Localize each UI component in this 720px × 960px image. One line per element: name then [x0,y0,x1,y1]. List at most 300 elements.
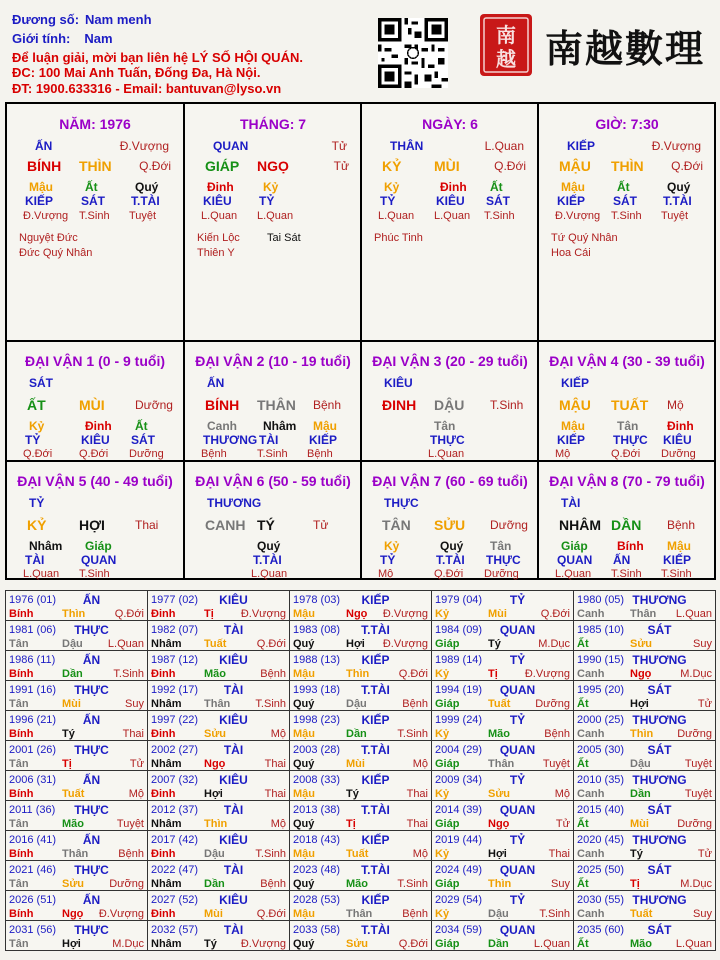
year-god: QUAN [499,682,536,697]
hidden-stem: Nhâm [29,539,63,553]
year-stage: Bệnh [260,877,286,890]
year-cell[interactable] [6,891,148,921]
year-branch: Dần [488,937,509,950]
year-cell[interactable] [432,771,574,801]
year-cell[interactable] [148,651,290,681]
year-label: 1990 (15) [577,653,625,666]
year-stage: Thai [406,787,428,800]
year-stage: Bệnh [260,667,286,680]
year-god: T.TÀI [361,682,390,697]
year-branch: Thìn [630,727,654,740]
year-cell[interactable] [432,891,574,921]
year-god: TỶ [509,832,526,847]
hidden-stem-god: TÀI [25,553,45,567]
year-stage: Mộ [412,757,428,770]
hidden-stem: Kỷ [384,539,400,553]
hidden-stem-god: TÀI [259,433,279,447]
year-god: THỰC [74,802,109,817]
year-cell[interactable] [574,711,716,741]
hidden-stem-god: KIÊU [436,194,465,208]
year-stage: Q.Đới [256,637,286,650]
year-stage: M.Dục [680,667,712,680]
pillar-title: THÁNG: 7 [239,116,307,132]
special-star: Kiến Lộc [197,232,240,244]
hidden-stem-stage: Tuyệt [661,210,689,222]
hidden-stem-god: KIẾP [557,433,586,447]
hidden-stem: Quý [667,180,691,194]
year-branch: Thìn [346,667,370,680]
hidden-stem: Kỷ [384,180,400,194]
hidden-stem-god: THƯƠNG [203,433,258,447]
table-row [6,651,716,681]
year-stem: Đinh [151,727,176,740]
hidden-stem-god: TỶ [380,194,396,208]
year-cell[interactable] [290,891,432,921]
year-label: 1999 (24) [435,713,483,726]
year-cell[interactable] [6,651,148,681]
hidden-stem-stage: L.Quan [434,210,471,222]
dai-van-title: ĐẠI VẬN 1 (0 - 9 tuổi) [24,353,165,369]
year-cell[interactable] [290,651,432,681]
hidden-stem: Tân [490,539,512,553]
year-god: SÁT [647,622,672,637]
year-stem: Quý [293,637,315,650]
year-cell[interactable] [148,801,290,831]
dai-van-stem-god: KIÊU [384,376,413,390]
year-god: KIẾP [361,712,390,727]
year-branch: Ngọ [62,907,84,920]
year-god: SÁT [647,862,672,877]
year-cell[interactable] [574,831,716,861]
hidden-stem-god: T.TÀI [663,194,692,208]
dai-van-stem-god: ẤN [207,376,225,390]
year-god: THƯƠNG [632,712,687,727]
year-stem: Nhâm [151,757,182,770]
year-cell[interactable] [148,741,290,771]
year-god: TỶ [509,772,526,787]
year-cell[interactable] [6,591,148,621]
year-label: 2005 (30) [577,743,625,756]
year-stage: Bệnh [544,727,570,740]
year-stage: Mộ [270,727,286,740]
year-branch: Ngọ [204,757,226,770]
dai-van-stem-god: TỶ [29,496,45,510]
hidden-stem-stage: L.Quan [555,568,592,580]
year-cell[interactable] [6,621,148,651]
year-god: THỰC [74,682,109,697]
year-label: 1978 (03) [293,593,341,606]
year-label: 2011 (36) [9,803,56,816]
hidden-stem-stage: Dưỡng [661,448,696,460]
hidden-stem-stage: Mộ [378,568,394,580]
year-stage: T.Sinh [539,907,570,920]
year-branch: Sửu [346,937,369,950]
year-branch: Tuất [62,787,85,800]
hidden-stem: Bính [617,539,644,553]
hidden-stem: Đinh [440,180,467,194]
dai-van-cell-4 [539,342,715,460]
pillar-title: GIỜ: 7:30 [595,116,659,132]
hidden-stem-god: THỰC [430,433,465,447]
hidden-stem-god: TỶ [25,433,41,447]
year-stage: Đ.Vượng [240,937,286,950]
year-cell[interactable] [148,771,290,801]
year-branch: Dậu [346,697,367,710]
year-cell[interactable] [432,741,574,771]
year-branch: Tuất [630,907,653,920]
year-stage: Q.Đới [540,607,570,620]
year-stem: Canh [577,907,605,920]
year-stem: Kỷ [435,787,450,800]
year-cell[interactable] [290,741,432,771]
hidden-stem-stage: T.Sinh [484,210,515,222]
year-stem: Giáp [435,757,460,770]
year-branch: Tý [62,727,75,740]
year-stem: Quý [293,937,315,950]
year-label: 2019 (44) [435,833,483,846]
year-stem: Mậu [293,847,315,860]
year-branch: Tý [346,787,359,800]
qr-code-icon[interactable] [378,18,448,88]
year-branch: Thìn [62,607,86,620]
pillar-stem: KỶ [382,158,402,174]
table-row [6,801,716,831]
special-star: Thiên Y [197,247,235,259]
year-label: 2016 (41) [9,833,57,846]
year-god: QUAN [499,622,536,637]
year-branch: Mão [204,667,226,680]
year-stem: Mậu [293,727,315,740]
year-stem: Tân [9,937,29,950]
dai-van-stage: Bệnh [667,518,696,532]
dai-van-stem: BÍNH [205,397,240,413]
year-cell[interactable] [574,591,716,621]
dai-van-branch: HỢI [79,517,105,533]
year-label: 2020 (45) [577,833,625,846]
year-branch: Ngọ [630,667,652,680]
year-stage: L.Quan [675,937,712,950]
year-label: 2009 (34) [435,773,483,786]
year-cell[interactable] [290,711,432,741]
pillar-stem-god: THÂN [390,139,424,153]
year-cell[interactable] [148,831,290,861]
year-cell[interactable] [574,681,716,711]
year-label: 1997 (22) [151,713,199,726]
year-label: 2006 (31) [9,773,57,786]
year-stage: Đ.Vượng [98,907,144,920]
dai-van-stem-god: THỰC [384,496,419,510]
year-cell[interactable] [6,771,148,801]
year-stage: L.Quan [107,637,144,650]
year-god: QUAN [499,862,536,877]
year-label: 1991 (16) [9,683,57,696]
year-cell[interactable] [290,861,432,891]
year-cell[interactable] [148,591,290,621]
dai-van-stem-god: THƯƠNG [207,496,262,510]
year-label: 1988 (13) [293,653,341,666]
year-branch: Tý [488,637,501,650]
year-cell[interactable] [290,921,432,951]
pillar-stem: MẬU [559,158,591,174]
special-star: Tứ Quý Nhân [551,232,618,244]
year-cell[interactable] [432,681,574,711]
year-stage: Mộ [270,817,286,830]
year-god: THỰC [74,622,109,637]
year-label: 2022 (47) [151,863,199,876]
hidden-stem: Kỷ [263,180,279,194]
year-cell[interactable] [290,771,432,801]
hidden-stem: Quý [135,180,159,194]
dai-van-stage: Bệnh [313,398,342,412]
year-branch: Ngọ [488,817,510,830]
year-cell[interactable] [432,831,574,861]
year-stage: Mộ [554,787,570,800]
year-god: T.TÀI [361,802,390,817]
year-cell[interactable] [6,861,148,891]
hidden-stem-stage: L.Quan [251,568,288,580]
year-label: 2003 (28) [293,743,341,756]
hidden-stem-god: KIÊU [203,194,232,208]
year-label: 2001 (26) [9,743,57,756]
year-cell[interactable] [574,771,716,801]
year-cell[interactable] [432,711,574,741]
year-branch: Sửu [62,877,85,890]
hidden-stem-god: SÁT [486,194,510,208]
table-row [6,831,716,861]
year-branch: Tuất [204,637,227,650]
logo-text: 南越數理 [545,26,706,71]
hidden-stem: Đinh [85,419,112,433]
year-cell[interactable] [290,681,432,711]
year-branch: Mùi [204,907,223,920]
year-stage: Q.Đới [398,667,428,680]
year-cell[interactable] [432,621,574,651]
table-row [6,741,716,771]
year-cell[interactable] [290,801,432,831]
pillar-stem: GIÁP [205,158,240,174]
year-cell[interactable] [6,921,148,951]
hidden-stem-stage: Đ.Vượng [23,210,69,222]
hidden-stem-god: THỰC [486,553,521,567]
year-god: KIÊU [219,892,248,907]
pillar-cell-1 [7,104,183,340]
year-cell[interactable] [148,681,290,711]
year-stem: Quý [293,757,315,770]
year-god: KIÊU [219,772,248,787]
year-cell[interactable] [6,831,148,861]
dai-van-title: ĐẠI VẬN 7 (60 - 69 tuổi) [372,473,528,489]
year-stem: Mậu [293,607,315,620]
contact-line: Để luận giải, mời bạn liên hệ LÝ SỐ HỘI QUÁN. [12,50,303,65]
hidden-stem-god: TỶ [259,194,275,208]
year-label: 2017 (42) [151,833,199,846]
year-cell[interactable] [148,891,290,921]
year-cell[interactable] [574,921,716,951]
year-cell[interactable] [290,621,432,651]
year-god: T.TÀI [361,742,390,757]
dai-van-stage: Dưỡng [490,518,528,532]
year-cell[interactable] [148,711,290,741]
year-god: TỶ [509,592,526,607]
year-branch: Hợi [62,937,81,950]
hidden-stem: Mậu [29,180,53,194]
year-cell[interactable] [432,591,574,621]
pillar-stem-god: ẤN [35,139,53,153]
pillar-stem-god: QUAN [213,139,249,153]
dai-van-stage: Mộ [667,398,684,412]
year-branch: Tị [488,667,498,680]
pillar-title: NGÀY: 6 [422,116,478,132]
year-god: TỶ [509,712,526,727]
year-stem: Kỷ [435,727,450,740]
year-label: 1987 (12) [151,653,199,666]
dai-van-stage: Dưỡng [135,398,173,412]
hidden-stem-god: THỰC [613,433,648,447]
year-stage: Tử [129,757,144,770]
year-stage: Bệnh [402,697,428,710]
year-god: THƯƠNG [632,652,687,667]
year-branch: Thìn [488,877,512,890]
year-branch: Dậu [62,637,83,650]
year-label: 2029 (54) [435,893,483,906]
dai-van-branch: TÝ [257,517,275,533]
year-stem: Tân [9,697,29,710]
dai-van-stem: CANH [205,517,246,533]
year-cell[interactable] [432,861,574,891]
year-label: 1989 (14) [435,653,483,666]
year-branch: Thân [488,757,515,770]
year-cell[interactable] [574,891,716,921]
year-stage: Thai [122,727,144,740]
year-label: 2024 (49) [435,863,483,876]
year-god: SÁT [647,682,672,697]
year-cell[interactable] [290,831,432,861]
pillar-cell-4 [539,104,715,340]
year-cell[interactable] [148,861,290,891]
year-stage: Mộ [412,847,428,860]
year-cell[interactable] [148,921,290,951]
year-cell[interactable] [6,711,148,741]
hidden-stem: Tân [617,419,639,433]
year-stem: Canh [577,847,605,860]
year-stem: Giáp [435,697,460,710]
dai-van-cell-7 [362,462,538,580]
dai-van-stem: KỶ [27,517,47,533]
year-label: 2000 (25) [577,713,625,726]
year-god: TÀI [223,742,244,757]
dai-van-title: ĐẠI VẬN 2 (10 - 19 tuổi) [195,353,351,369]
dai-van-cell-8 [539,462,715,580]
year-cell[interactable] [432,801,574,831]
duong-so-line [12,12,152,27]
dai-van-title: ĐẠI VẬN 4 (30 - 39 tuổi) [549,353,705,369]
year-branch: Tuất [346,847,369,860]
hidden-stem-god: QUAN [81,553,117,567]
year-cell[interactable] [6,681,148,711]
year-stage: Thai [406,817,428,830]
year-branch: Dần [346,727,367,740]
year-label: 2021 (46) [9,863,57,876]
hidden-stem: Đinh [207,180,234,194]
year-cell[interactable] [6,741,148,771]
year-cell[interactable] [432,651,574,681]
year-god: ẤN [82,712,101,727]
year-god: KIẾP [361,772,390,787]
year-cell[interactable] [574,741,716,771]
pillar-cell-3 [362,104,538,340]
hidden-stem: Giáp [561,539,588,553]
year-branch: Thân [204,697,231,710]
year-stem: Bính [9,607,34,620]
hidden-stem-stage: Dưỡng [484,568,519,580]
year-label: 2031 (56) [9,923,57,936]
dai-van-stem: MẬU [559,397,591,413]
year-cell[interactable] [6,801,148,831]
hidden-stem-stage: T.Sinh [79,210,110,222]
year-cell[interactable] [148,621,290,651]
year-stage: Đ.Vượng [240,607,286,620]
table-row [6,711,716,741]
year-stem: Kỷ [435,847,450,860]
pillar-stem-stage: Đ.Vượng [119,139,169,153]
year-cell[interactable] [574,651,716,681]
year-stem: Kỷ [435,607,450,620]
year-stage: Đ.Vượng [382,637,428,650]
year-cell[interactable] [574,801,716,831]
pillar-branch-stage: Tử [333,159,349,173]
year-branch: Dậu [488,907,509,920]
year-label: 2032 (57) [151,923,199,936]
year-label: 1984 (09) [435,623,483,636]
year-branch: Hợi [488,847,507,860]
year-god: THƯƠNG [632,592,687,607]
year-stem: Nhâm [151,937,182,950]
year-god: THƯƠNG [632,832,687,847]
year-stem: Giáp [435,937,460,950]
hidden-stem-god: QUAN [557,553,593,567]
year-cell[interactable] [432,921,574,951]
year-stem: Đinh [151,607,176,620]
svg-text:南: 南 [496,23,516,47]
hidden-stem-god: SÁT [81,194,105,208]
year-god: QUAN [499,922,536,937]
year-label: 2004 (29) [435,743,483,756]
dai-van-cell-3 [362,342,538,460]
year-label: 2026 (51) [9,893,57,906]
year-cell[interactable] [290,591,432,621]
year-branch: Sửu [630,637,653,650]
year-stage: Thai [264,787,286,800]
year-label: 2014 (39) [435,803,483,816]
year-label: 2033 (58) [293,923,341,936]
year-god: TÀI [223,622,244,637]
year-god: THƯƠNG [632,892,687,907]
pillar-cell-2 [185,104,361,340]
year-branch: Dậu [204,847,225,860]
pillar-stem: BÍNH [27,158,62,174]
year-stem: Quý [293,877,315,890]
year-god: TÀI [223,862,244,877]
special-star: Nguyệt Đức [19,232,78,244]
year-cell[interactable] [574,861,716,891]
year-cell[interactable] [574,621,716,651]
year-stem: Giáp [435,877,460,890]
hidden-stem-stage: Mộ [555,448,571,460]
year-label: 1979 (04) [435,593,483,606]
year-branch: Thân [630,607,657,620]
phone-line: ĐT: 1900.633316 - Email: bantuvan@lyso.vn [12,81,282,96]
year-stage: L.Quan [533,937,570,950]
